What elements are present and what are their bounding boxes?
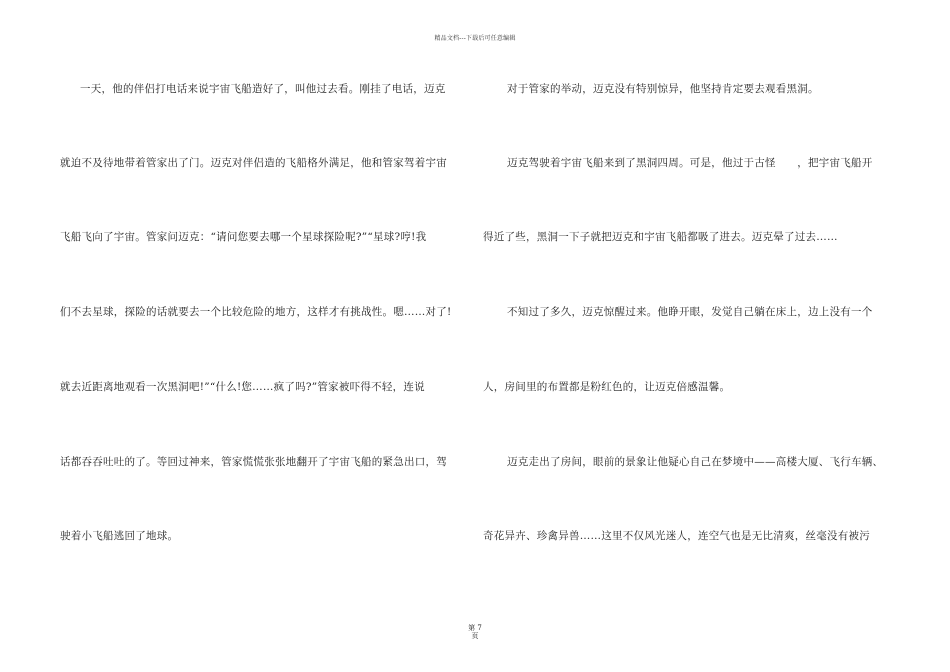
right-line-5: 人，房间里的布置都是粉红色的，让迈克倍感温馨。 (483, 381, 731, 393)
right-line-3: 得近了些，黑洞一下子就把迈克和宇宙飞船都吸了进去。迈克晕了过去…… (483, 231, 838, 243)
right-line-4: 不知过了多久，迈克惊醒过来。他睁开眼，发觉自己躺在床上，边上没有一个 (507, 306, 873, 318)
left-line-7: 驶着小飞船逃回了地球。 (60, 530, 179, 542)
left-line-4: 们不去星球，探险的话就要去一个比较危险的地方，这样才有挑战性。嗯……对了! (60, 306, 452, 318)
right-line-7: 奇花异卉、珍禽异兽……这里不仅风光迷人，连空气也是无比清爽，丝毫没有被污 (483, 530, 870, 542)
left-line-1: 一天，他的伴侣打电话来说宇宙飞船造好了，叫他过去看。刚挂了电话，迈克 (80, 83, 446, 95)
left-line-6: 话都吞吞吐吐的了。等回过神来，管家慌慌张张地翻开了宇宙飞船的紧急出口，驾 (60, 456, 447, 468)
left-line-5: 就去近距离地观看一次黑洞吧!”“什么!您……疯了吗?”管家被吓得不轻，连说 (60, 381, 425, 393)
page-number (0, 624, 950, 640)
right-line-1: 对于管家的举动，迈克没有特别惊异，他坚持肯定要去观看黑洞。 (507, 83, 819, 95)
right-line-2: 迈克驾驶着宇宙飞船来到了黑洞四周。可是，他过于古怪 ，把宇宙飞船开 (507, 157, 873, 169)
right-line-6: 迈克走出了房间，眼前的景象让他疑心自己在梦境中——高楼大厦、飞行车辆、 (507, 456, 884, 468)
left-line-3: 飞船飞向了宇宙。管家问迈克：“请问您要去哪一个星球探险呢?”“星球?哼!我 (60, 231, 427, 243)
left-line-2: 就迫不及待地带着管家出了门。迈克对伴侣造的飞船格外满足，他和管家驾着宇宙 (60, 157, 447, 169)
page-header: 精品文档---下载后可任意编辑 (434, 35, 516, 42)
page-number-line-2: 页 (471, 632, 479, 640)
page-number-line-1: 第 7 (468, 624, 482, 632)
